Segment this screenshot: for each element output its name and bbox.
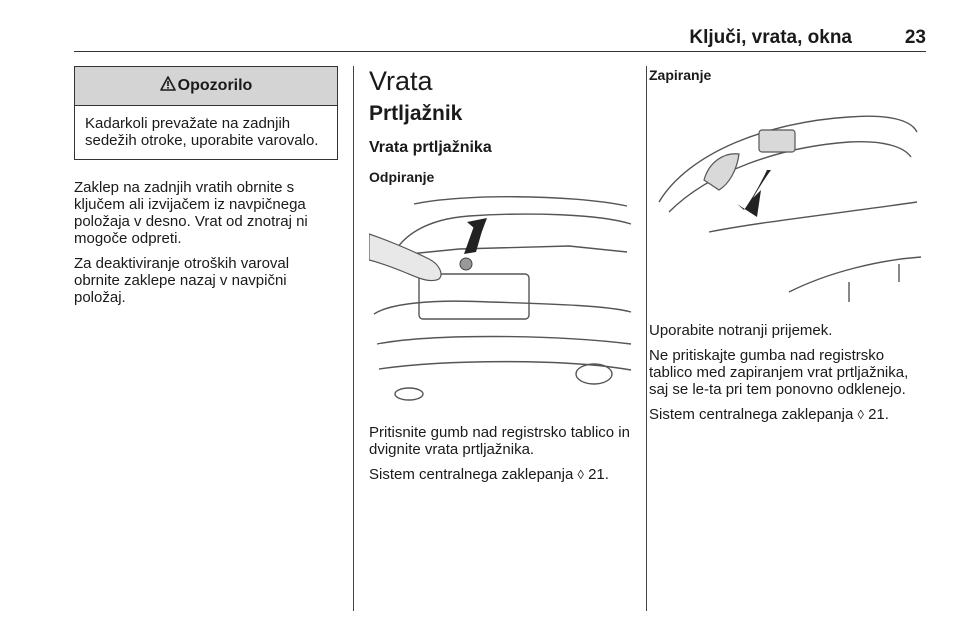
warning-triangle-icon	[160, 76, 176, 96]
subsection-heading: Prtljažnik	[369, 102, 463, 125]
warning-header	[75, 67, 337, 106]
column-divider-right	[646, 66, 647, 611]
warning-text: Kadarkoli prevažate na zadnjih sedežih otroke, uporabite varovalo.	[85, 115, 319, 149]
closing-warning: Ne pritiskajte gumba nad registrsko tablico med zapiranjem vrat prtljažnika, saj se le-ta pri tem ponovno odklenejo.	[649, 347, 909, 398]
chapter-title: Ključi, vrata, okna	[689, 27, 852, 48]
column-right	[649, 66, 929, 423]
warning-box	[74, 66, 338, 160]
page-reference-icon: ◊	[577, 467, 584, 482]
page-header	[74, 26, 926, 50]
topic-heading: Vrata prtljažnika	[369, 139, 492, 156]
tailgate-closing-illustration	[649, 92, 921, 302]
reference-text: Sistem centralnega zaklepanja	[369, 466, 574, 483]
child-lock-paragraph: Zaklep na zadnjih vratih obrnite s ključem ali izvijačem iz navpičnega položaja v desno. Vrat od znotraj ni mogoče odpreti.	[74, 179, 308, 247]
reference-page[interactable]: 21.	[868, 406, 889, 423]
closing-heading: Zapiranje	[649, 67, 712, 83]
tailgate-opening-illustration	[369, 194, 633, 410]
closing-instruction: Uporabite notranji prijemek.	[649, 322, 833, 339]
column-left	[74, 66, 338, 306]
central-locking-reference-2	[649, 406, 929, 423]
opening-heading: Odpiranje	[369, 169, 435, 185]
section-heading: Vrata	[369, 66, 433, 96]
header-divider	[74, 51, 926, 52]
column-divider-left	[353, 66, 354, 611]
reference-page[interactable]: 21.	[588, 466, 609, 483]
warning-title: Opozorilo	[177, 77, 253, 94]
reference-text: Sistem centralnega zaklepanja	[649, 406, 854, 423]
central-locking-reference	[369, 466, 633, 483]
column-middle	[369, 66, 633, 483]
page-reference-icon: ◊	[857, 407, 864, 422]
opening-instruction: Pritisnite gumb nad registrsko tablico in dvignite vrata prtljažnika.	[369, 424, 630, 458]
child-lock-deactivate-paragraph: Za deaktiviranje otroških varoval obrnite zaklepe nazaj v navpični položaj.	[74, 255, 290, 306]
page-number: 23	[904, 27, 926, 48]
